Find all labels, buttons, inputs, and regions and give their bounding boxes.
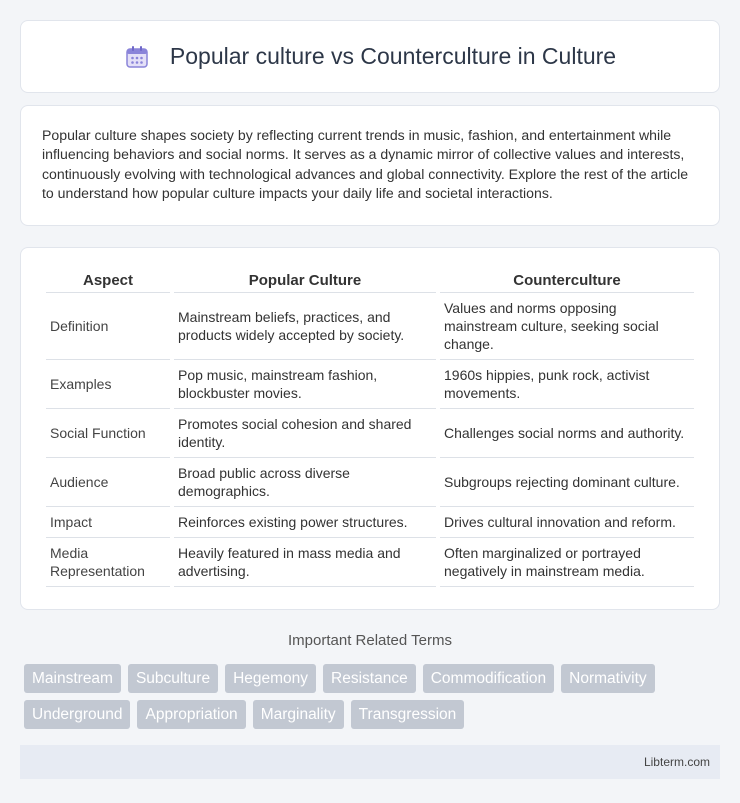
term-tag[interactable]: Resistance: [323, 664, 416, 693]
table-cell-counter: Drives cultural innovation and reform.: [440, 507, 694, 538]
term-tag[interactable]: Transgression: [351, 700, 465, 729]
table-cell-aspect: Definition: [46, 293, 170, 360]
table-header-row: [46, 266, 694, 293]
intro-card: [20, 105, 720, 226]
table-cell-aspect: Social Function: [46, 409, 170, 458]
related-terms-title: Important Related Terms: [288, 631, 452, 649]
header-counterculture: Counterculture: [440, 266, 694, 293]
table-row: [46, 507, 694, 538]
table-cell-counter: Values and norms opposing mainstream culture, seeking social change.: [440, 293, 694, 360]
table-cell-counter: Subgroups rejecting dominant culture.: [440, 458, 694, 507]
table-cell-aspect: Impact: [46, 507, 170, 538]
table-row: [46, 409, 694, 458]
header-card: [20, 20, 720, 93]
table-cell-aspect: Audience: [46, 458, 170, 507]
term-tag[interactable]: Marginality: [253, 700, 344, 729]
table-cell-popular: Heavily featured in mass media and advertising.: [174, 538, 436, 587]
term-tag[interactable]: Mainstream: [24, 664, 121, 693]
footer-brand[interactable]: Libterm.com: [643, 754, 710, 769]
table-cell-popular: Promotes social cohesion and shared identity.: [174, 409, 436, 458]
page-title: Popular culture vs Counterculture in Culture: [169, 43, 617, 69]
table-cell-popular: Mainstream beliefs, practices, and products widely accepted by society.: [174, 293, 436, 360]
table-cell-counter: 1960s hippies, punk rock, activist movements.: [440, 360, 694, 409]
calendar-icon: [124, 44, 150, 70]
term-tag[interactable]: Underground: [24, 700, 130, 729]
related-terms-list: [20, 664, 720, 729]
term-tag[interactable]: Appropriation: [137, 700, 245, 729]
table-cell-aspect: Media Representation: [46, 538, 170, 587]
table-row: [46, 458, 694, 507]
comparison-table: [42, 266, 698, 587]
intro-text: Popular culture shapes society by reflecting current trends in music, fashion, and entertainment while influencing behaviors and social norms. It serves as a dynamic mirror of collective values and interests, continuously evolving with technological advances and global connectivity. Explore the rest of the article to understand how popular culture impacts your daily life and societal interactions.: [42, 127, 689, 202]
term-tag[interactable]: Normativity: [561, 664, 655, 693]
table-cell-counter: Often marginalized or portrayed negatively in mainstream media.: [440, 538, 694, 587]
header-aspect: Aspect: [46, 266, 170, 293]
table-row: [46, 293, 694, 360]
term-tag[interactable]: Hegemony: [225, 664, 316, 693]
comparison-table-card: [20, 247, 720, 610]
footer: [20, 745, 720, 779]
table-row: [46, 360, 694, 409]
table-cell-popular: Broad public across diverse demographics.: [174, 458, 436, 507]
term-tag[interactable]: Subculture: [128, 664, 218, 693]
table-cell-counter: Challenges social norms and authority.: [440, 409, 694, 458]
table-cell-popular: Pop music, mainstream fashion, blockbuster movies.: [174, 360, 436, 409]
table-cell-popular: Reinforces existing power structures.: [174, 507, 436, 538]
header-popular-culture: Popular Culture: [174, 266, 436, 293]
term-tag[interactable]: Commodification: [423, 664, 554, 693]
table-row: [46, 538, 694, 587]
table-cell-aspect: Examples: [46, 360, 170, 409]
